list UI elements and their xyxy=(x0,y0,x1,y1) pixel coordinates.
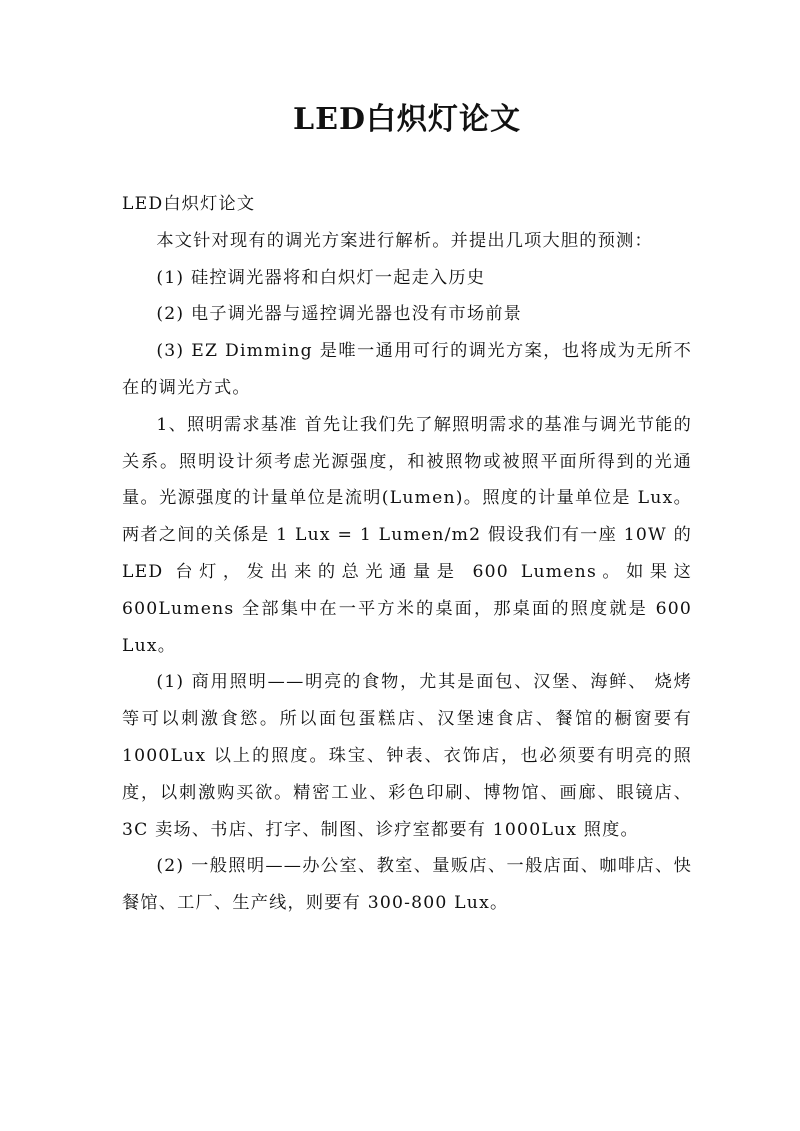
intro-paragraph: 本文针对现有的调光方案进行解析。并提出几项大胆的预测： xyxy=(156,230,653,251)
document-title: LED白炽灯论文 xyxy=(293,102,521,137)
document-body xyxy=(122,186,692,922)
section-paragraph-1: 1、照明需求基准 首先让我们先了解照明需求的基准与调光节能的关系。照明设计须考虑光源强度，和被照物或被照平面所得到的光通量。光源强度的计量单位是流明(Lumen)。照度的计量单位是 Lux。两者之间的关係是 1 Lux = 1 Lumen/m2 假设我们有一座 10W 的 LED 台灯，发出来的总光通量是 600 Lumens。如果这 600Lumens 全部集中在一平方米的桌面，那桌面的照度就是 600 Lux。 xyxy=(122,414,692,656)
commercial-lighting-paragraph: (1) 商用照明——明亮的食物，尤其是面包、汉堡、海鲜、 烧烤等可以刺激食慾。所以面包蛋糕店、汉堡速食店、餐馆的橱窗要有 1000Lux 以上的照度。珠宝、钟表、衣饰店，也必须要有明亮的照度，以刺激购买欲。精密工业、彩色印刷、博物馆、画廊、眼镜店、3C 卖场、书店、打字、制图、诊疗室都要有 1000Lux 照度。 xyxy=(122,672,692,840)
subtitle-paragraph: LED白炽灯论文 xyxy=(122,194,256,214)
prediction-item-1: (1) 硅控调光器将和白炽灯一起走入历史 xyxy=(156,267,486,288)
general-lighting-paragraph: (2) 一般照明——办公室、教室、量贩店、一般店面、咖啡店、快餐馆、工厂、生产线，则要有 300-800 Lux。 xyxy=(122,856,692,914)
prediction-item-3: (3) EZ Dimming 是唯一通用可行的调光方案，也将成为无所不在的调光方式。 xyxy=(122,341,692,398)
prediction-item-2: (2) 电子调光器与遥控调光器也没有市场前景 xyxy=(156,304,522,325)
